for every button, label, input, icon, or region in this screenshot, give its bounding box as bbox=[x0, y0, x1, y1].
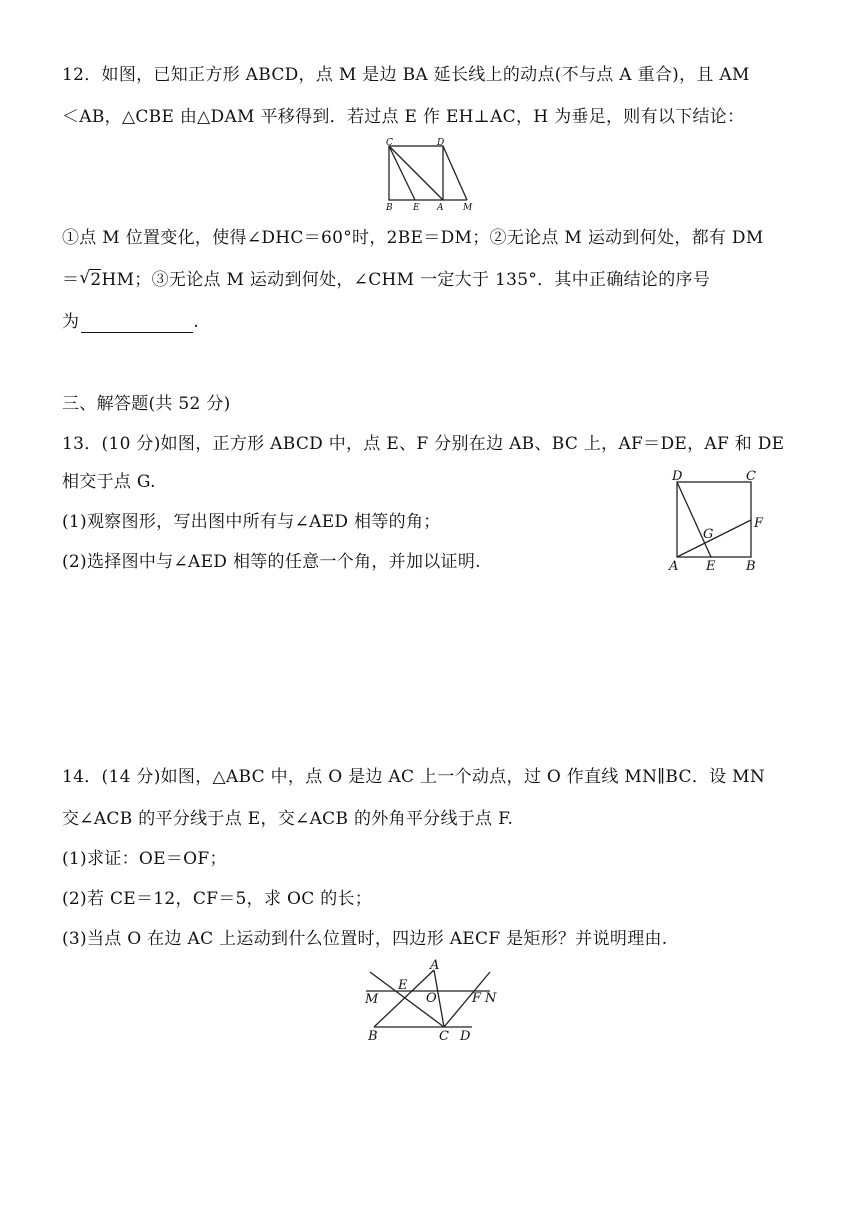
label-e: E bbox=[706, 559, 716, 574]
q13-part-1: (1)观察图形，写出图中所有与∠AED 相等的角； bbox=[62, 512, 441, 532]
label-d: D bbox=[672, 469, 683, 484]
q14-figure bbox=[362, 956, 512, 1046]
section-title: 三、解答题(共 52 分) bbox=[62, 394, 231, 414]
q14-line-2: 交∠ACB 的平分线于点 E，交∠ACB 的外角平分线于点 F. bbox=[62, 809, 514, 829]
label-a: A bbox=[437, 203, 444, 213]
bisector-cf bbox=[444, 972, 490, 1027]
label-a: A bbox=[669, 559, 679, 574]
q12-line-5-post: . bbox=[193, 312, 200, 332]
label-b: B bbox=[386, 203, 393, 213]
q14-part-3: (3)当点 O 在边 AC 上运动到什么位置时，四边形 AECF 是矩形？并说明理由. bbox=[62, 929, 668, 949]
label-e: E bbox=[398, 978, 408, 993]
q12-line-2: ＜AB，△CBE 由△DAM 平移得到．若过点 E 作 EH⊥AC，H 为垂足，则有以下结论： bbox=[62, 107, 745, 127]
q14-part-2: (2)若 CE＝12，CF＝5，求 OC 的长； bbox=[62, 889, 373, 909]
q13-line-1: 13．(10 分)如图，正方形 ABCD 中，点 E、F 分别在边 AB、BC 上，AF＝DE，AF 和 DE bbox=[62, 434, 785, 454]
sqrt-symbol: √ 2 bbox=[79, 268, 102, 290]
answer-blank[interactable] bbox=[81, 314, 193, 333]
label-d: D bbox=[437, 138, 445, 148]
label-o: O bbox=[426, 991, 437, 1006]
q12-line-4-pre: ＝ bbox=[62, 270, 80, 290]
label-m: M bbox=[365, 992, 379, 1007]
label-m: M bbox=[463, 203, 473, 213]
q14-part-1: (1)求证：OE＝OF； bbox=[62, 849, 227, 869]
label-d: D bbox=[460, 1029, 471, 1044]
label-b: B bbox=[368, 1029, 378, 1044]
q12-line-4-post: HM；③无论点 M 运动到何处，∠CHM 一定大于 135°．其中正确结论的序号 bbox=[101, 270, 711, 290]
label-c: C bbox=[746, 469, 756, 484]
q13-figure bbox=[666, 466, 770, 576]
label-g: G bbox=[703, 527, 714, 542]
q13-part-2: (2)选择图中与∠AED 相等的任意一个角，并加以证明. bbox=[62, 552, 481, 572]
square-abcd bbox=[677, 482, 751, 557]
segment-de bbox=[677, 482, 714, 557]
segment-ce bbox=[389, 146, 415, 200]
q12-line-4 bbox=[62, 269, 710, 291]
q12-line-5-pre: 为 bbox=[62, 312, 80, 332]
label-e: E bbox=[413, 203, 420, 213]
q12-line-3: ①点 M 位置变化，使得∠DHC＝60°时，2BE＝DM；②无论点 M 运动到何处，都有 DM bbox=[62, 228, 764, 248]
label-n: N bbox=[485, 991, 497, 1006]
label-c: C bbox=[386, 138, 393, 148]
label-f: F bbox=[472, 991, 482, 1006]
q14-line-1: 14．(14 分)如图，△ABC 中，点 O 是边 AC 上一个动点，过 O 作直线 MN∥BC．设 MN bbox=[62, 767, 766, 787]
q12-line-1: 12．如图，已知正方形 ABCD，点 M 是边 BA 延长线上的动点(不与点 A 重合)，且 AM bbox=[62, 65, 750, 85]
segment-ca bbox=[389, 146, 443, 200]
segment-af bbox=[677, 520, 751, 557]
q13-line-2: 相交于点 G. bbox=[62, 472, 156, 492]
q12-line-5 bbox=[62, 311, 199, 333]
label-b: B bbox=[746, 559, 756, 574]
q12-figure bbox=[378, 136, 488, 216]
label-a: A bbox=[430, 958, 440, 973]
segment-dm bbox=[443, 146, 467, 200]
sqrt-radicand: 2 bbox=[90, 270, 102, 290]
label-c: C bbox=[439, 1029, 449, 1044]
label-f: F bbox=[754, 516, 764, 531]
